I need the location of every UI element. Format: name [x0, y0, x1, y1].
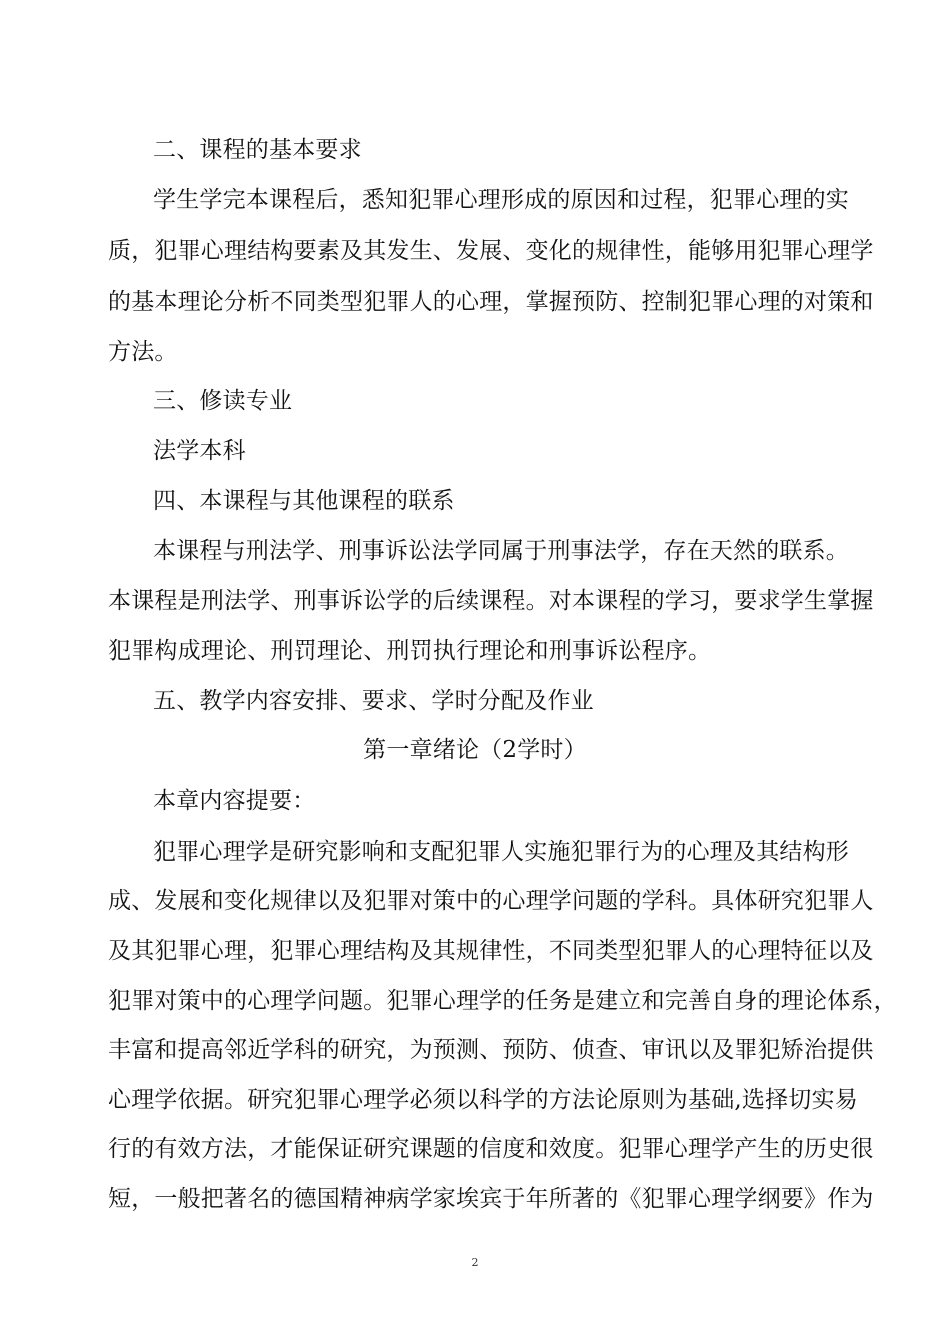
paragraph-line: 成、发展和变化规律以及犯罪对策中的心理学问题的学科。具体研究犯罪人: [108, 888, 874, 914]
paragraph-line: 心理学依据。研究犯罪心理学必须以科学的方法论原则为基础,选择切实易: [108, 1087, 858, 1113]
paragraph-line: 质，犯罪心理结构要素及其发生、发展、变化的规律性，能够用犯罪心理学: [108, 238, 874, 264]
paragraph-line: 学生学完本课程后，悉知犯罪心理形成的原因和过程，犯罪心理的实: [153, 187, 849, 213]
chapter-title: 第一章绪论（2学时）: [363, 737, 587, 763]
paragraph-line: 短，一般把著名的德国精神病学家埃宾于年所著的《犯罪心理学纲要》作为: [108, 1186, 874, 1212]
section-heading-2: 二、课程的基本要求: [153, 137, 362, 163]
paragraph-line: 犯罪构成理论、刑罚理论、刑罚执行理论和刑事诉讼程序。: [108, 638, 712, 664]
paragraph-line: 本课程与刑法学、刑事诉讼法学同属于刑事法学，存在天然的联系。: [153, 538, 849, 564]
paragraph-line: 方法。: [108, 339, 178, 365]
paragraph-line: 及其犯罪心理，犯罪心理结构及其规律性，不同类型犯罪人的心理特征以及: [108, 938, 874, 964]
paragraph-line: 的基本理论分析不同类型犯罪人的心理，掌握预防、控制犯罪心理的对策和: [108, 289, 874, 315]
section-heading-4: 四、本课程与其他课程的联系: [153, 488, 455, 514]
paragraph-line: 法学本科: [153, 438, 246, 464]
paragraph-line: 犯罪对策中的心理学问题。犯罪心理学的任务是建立和完善自身的理论体系，: [108, 988, 897, 1014]
section-heading-3: 三、修读专业: [153, 388, 293, 414]
paragraph-line: 丰富和提高邻近学科的研究，为预测、预防、侦查、审讯以及罪犯矫治提供: [108, 1037, 874, 1063]
paragraph-line: 本课程是刑法学、刑事诉讼学的后续课程。对本课程的学习，要求学生掌握: [108, 588, 874, 614]
paragraph-line: 犯罪心理学是研究影响和支配犯罪人实施犯罪行为的心理及其结构形: [153, 839, 849, 865]
section-heading-5: 五、教学内容安排、要求、学时分配及作业: [153, 688, 594, 714]
summary-label: 本章内容提要：: [153, 788, 316, 814]
paragraph-line: 行的有效方法，才能保证研究课题的信度和效度。犯罪心理学产生的历史很: [108, 1136, 874, 1162]
page-number: 2: [471, 1256, 479, 1269]
